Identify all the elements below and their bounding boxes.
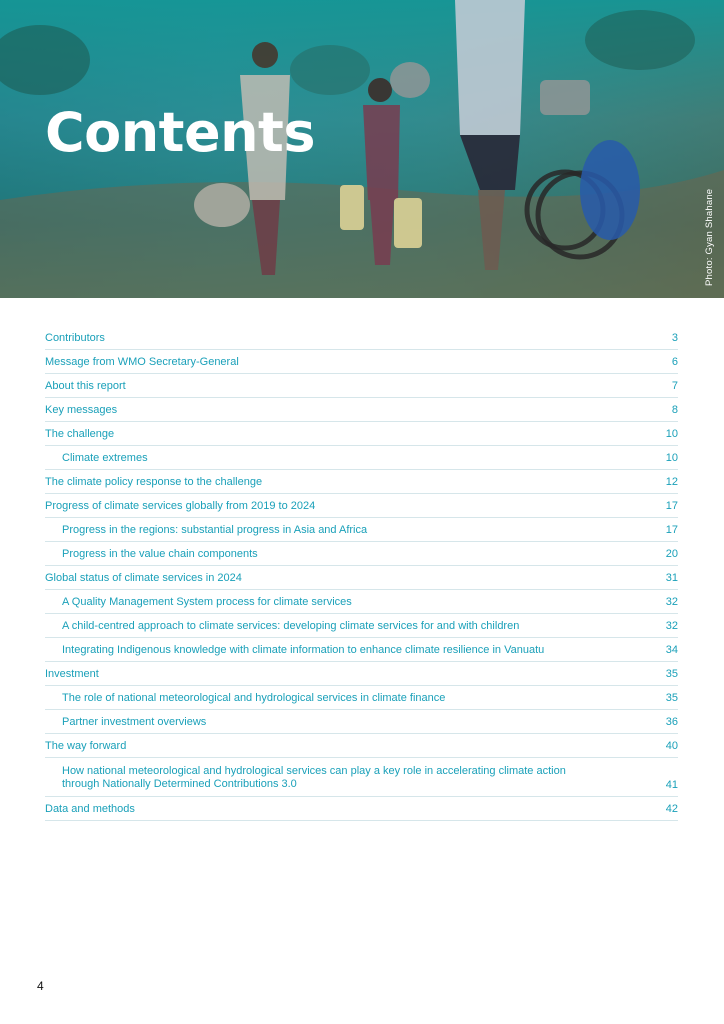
toc-entry[interactable]: [45, 596, 678, 614]
toc-entry-title: A Quality Management System process for climate services: [62, 596, 352, 608]
toc-entry[interactable]: [45, 356, 678, 374]
toc-entry-title: A child-centred approach to climate services: developing climate services for and with children: [62, 620, 520, 632]
toc-entry[interactable]: [45, 452, 678, 470]
toc-entry-page: 32: [665, 596, 678, 608]
toc-entry-title: Climate extremes: [62, 452, 148, 464]
toc-entry-page: 12: [665, 476, 678, 488]
toc-entry-title: The challenge: [45, 428, 115, 440]
toc-entry-title: The role of national meteorological and hydrological services in climate finance: [62, 692, 446, 704]
toc-entry-title: Investment: [45, 668, 99, 680]
toc-entry-page: 17: [665, 524, 678, 536]
photo-credit: Photo: Gyan Shahane: [704, 188, 715, 286]
toc-entry-page: 7: [671, 380, 678, 392]
toc-entry-page: 36: [665, 716, 678, 728]
toc-entry-title: The climate policy response to the challenge: [45, 476, 263, 488]
toc-entry[interactable]: [45, 524, 678, 542]
toc-entry[interactable]: [45, 740, 678, 758]
toc-entry-title: The way forward: [45, 740, 127, 752]
toc-entry[interactable]: [45, 500, 678, 518]
toc-entry-page: 6: [671, 356, 678, 368]
toc-entry-page: 31: [665, 572, 678, 584]
toc-entry[interactable]: [45, 572, 678, 590]
toc-entry-page: 42: [665, 803, 678, 815]
table-of-contents: [45, 332, 678, 827]
toc-entry-page: 35: [665, 668, 678, 680]
toc-entry-page: 35: [665, 692, 678, 704]
toc-entry[interactable]: [45, 716, 678, 734]
page-number: 4: [37, 979, 44, 993]
page-title: Contents: [45, 101, 316, 164]
toc-entry[interactable]: [45, 380, 678, 398]
toc-entry[interactable]: [45, 620, 678, 638]
toc-entry[interactable]: [45, 428, 678, 446]
toc-entry-title: How national meteorological and hydrological services can play a key role in accelerating climate action through Nationally Determined Contributions 3.0: [62, 765, 566, 790]
toc-entry[interactable]: [45, 404, 678, 422]
toc-entry-title: Partner investment overviews: [62, 716, 207, 728]
toc-entry[interactable]: [45, 332, 678, 350]
toc-entry-title: Data and methods: [45, 803, 135, 815]
toc-entry-page: 40: [665, 740, 678, 752]
toc-entry[interactable]: [45, 476, 678, 494]
toc-entry[interactable]: [45, 644, 678, 662]
toc-entry-page: 17: [665, 500, 678, 512]
toc-entry-page: 32: [665, 620, 678, 632]
toc-entry-page: 10: [665, 428, 678, 440]
toc-entry-page: 41: [665, 779, 678, 791]
toc-entry-title: Global status of climate services in 2024: [45, 572, 242, 584]
toc-entry[interactable]: [45, 803, 678, 821]
toc-entry-page: 34: [665, 644, 678, 656]
toc-entry[interactable]: [45, 692, 678, 710]
toc-entry-title: About this report: [45, 380, 126, 392]
toc-entry-title: Key messages: [45, 404, 118, 416]
toc-entry[interactable]: [45, 764, 678, 797]
toc-entry-title: Integrating Indigenous knowledge with climate information to enhance climate resilience in Vanuatu: [62, 644, 545, 656]
toc-entry-title: Progress of climate services globally from 2019 to 2024: [45, 500, 316, 512]
toc-entry[interactable]: [45, 668, 678, 686]
toc-entry-page: 10: [665, 452, 678, 464]
toc-entry-page: 3: [671, 332, 678, 344]
toc-entry-title: Progress in the value chain components: [62, 548, 258, 560]
toc-entry-title: Progress in the regions: substantial progress in Asia and Africa: [62, 524, 368, 536]
toc-entry-page: 20: [665, 548, 678, 560]
hero-photo: [0, 0, 724, 298]
toc-entry-page: 8: [671, 404, 678, 416]
toc-entry-title: Message from WMO Secretary-General: [45, 356, 239, 368]
toc-entry[interactable]: [45, 548, 678, 566]
toc-entry-title: Contributors: [45, 332, 105, 344]
